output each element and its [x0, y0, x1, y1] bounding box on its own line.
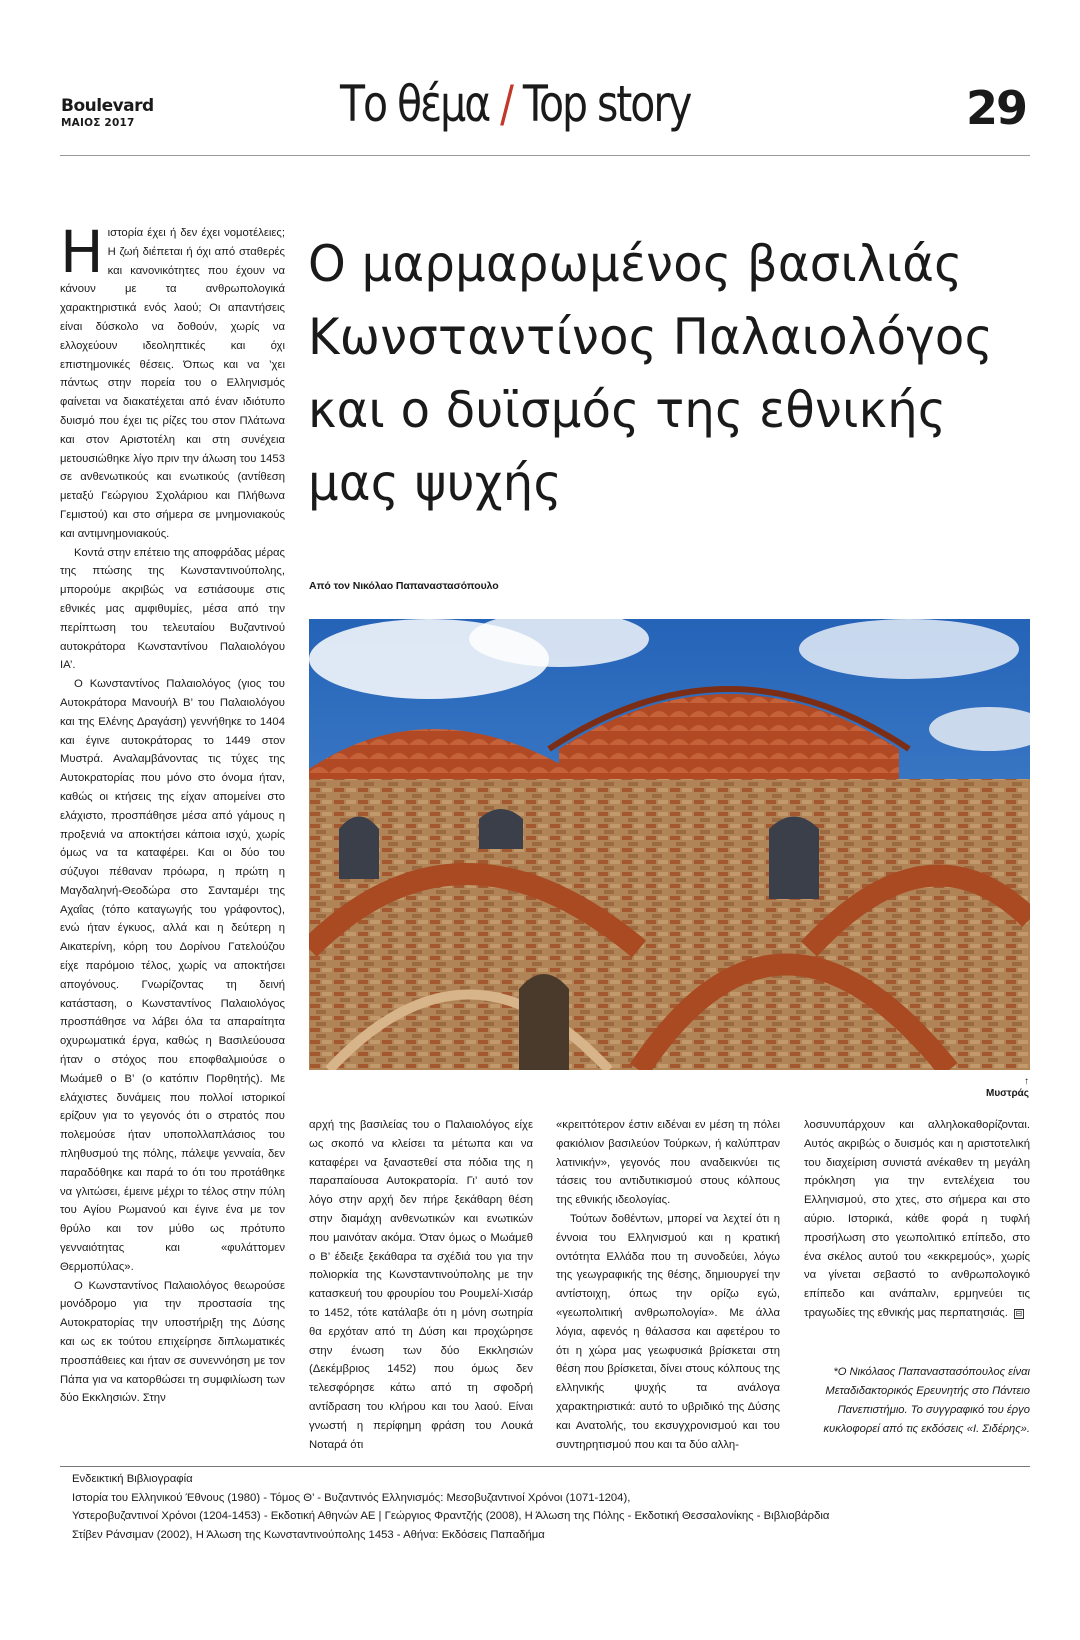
paragraph: αρχή της βασιλείας του ο Παλαιολόγος είχε ως σκοπό να κλείσει τα μέτωπα και να καταφέρει να ξαναστεθεί στα πόδια της η παραπαίουσα Αυτοκρατορία. Γι’ αυτό τον λόγο στην αρχή δεν πήρε ξεκάθαρη θέση στην διαμάχη ανθενωτικών και ενωτικών που μαινόταν ακόμα. Όταν όμως ο Μωάμεθ ο Β’ έδειξε ξεκάθαρα τα σχέδιά του για την πολιορκία της Κωνσταντινούπολης με την κατασκευή του φρουρίου του Ρουμελί-Χισάρ το 1452, τότε κατάλαβε ότι η μόνη σωτηρία θα ερχόταν από τη Δύση και προχώρησε στην ένωση των δύο Εκκλησιών (Δεκέμβριος 1452) που όμως δεν τελεσφόρησε κάτω από τη σφοδρή αντίδραση του κλήρου και του λαού. Είναι γνωστή η περίφημη φράση του Λουκά Νοταρά ότι	[309, 1119, 533, 1451]
bibliography	[72, 1470, 1022, 1544]
section-separator: /	[500, 75, 512, 133]
church-photo	[309, 619, 1030, 1070]
magazine-brand: Boulevard	[61, 96, 154, 116]
article-column-3	[556, 1116, 780, 1454]
arrow-up-icon: ↑	[1024, 1076, 1029, 1087]
caption-text: Μυστράς	[986, 1088, 1029, 1099]
headline-line: μας ψυχής	[308, 454, 562, 512]
drop-cap: Η	[60, 218, 104, 286]
article-column-4	[804, 1116, 1030, 1323]
headline-line: και ο δυϊσμός της εθνικής	[308, 381, 947, 439]
bibliography-title: Ενδεικτική Βιβλιογραφία	[72, 1473, 193, 1485]
page-number: 29	[965, 81, 1026, 135]
paragraph: Κοντά στην επέτειο της αποφράδας μέρας της πτώσης της Κωνσταντινούπολης, μπορούμε ακριβώς να εστιάσουμε στις εθνικές μας αμφιθυμίες, μέσα από την περίπτωση του τελευταίου Βυζαντινού αυτοκράτορα Κωνσταντίνου Παλαιολόγου ΙΑ’.	[60, 546, 285, 672]
section-title-english: Top story	[522, 75, 691, 133]
article-headline	[308, 228, 999, 520]
paragraph: λοσυνυπάρχουν και αλληλοκαθορίζονται. Αυτός ακριβώς ο δυισμός και η αριστοτελική του διαχείριση συνιστά ανέκαθεν τη μεγάλη πρόκληση για την εντελέχεια του Ελληνισμού, στο χτες, στο σήμερα και στο αύριο. Ιστορικά, κάθε φορά η τυφλή προσήλωση στο γεωπολιτικό επίπεδο, στο ένα σκέλος αυτού του «εκκρεμούς», χωρίς να γίνεται σεβαστό το ανθρωπολογικό επίπεδο και ανάπαλιν, ερμηνεύει τις τραγωδίες της εθνικής μας περπατησιάς. ⊟	[804, 1119, 1030, 1319]
paragraph: Ηιστορία έχει ή δεν έχει νομοτέλειες; Η ζωή διέπεται ή όχι από σταθερές και κανονικότητες που έχουν να κάνουν με τα ανθρωπολογικά χαρακτηριστικά ενός λαού; Οι απαντήσεις είναι δύσκολο να δοθούν, χωρίς να ελλοχεύουν ιδεοληπτικές και όχι επιστημονικές θέσεις. Όπως και να ’χει πάντως στην πορεία του ο Ελληνισμός φαίνεται να διακατέχεται από έναν ιδιότυπο δυισμό που έχει τις ρίζες του στον Πλάτωνα και στον Αριστοτέλη και στη συνέχεια μετουσιώθηκε λίγο πριν την άλωση του 1453 σε ανθενωτικούς και ενωτικούς (αντίθεση μεταξύ Γεώργιου Σχολάριου και Πλήθωνα Γεμιστού) και στο σήμερα σε μνημονιακούς και αντιμνημονιακούς.	[60, 218, 285, 540]
section-title-greek: Το θέμα	[340, 75, 490, 133]
byline: Από τον Νικόλαο Παπαναστασόπουλο	[309, 580, 499, 592]
header-divider	[60, 155, 1030, 156]
bibliography-entry: Υστεροβυζαντινοί Χρόνοι (1204-1453) - Εκδοτική Αθηνών ΑΕ | Γεώργιος Φραντζής (2008), Η Άλωση της Πόλης - Εκδοτική Θεσσαλονίκης - Βιβλιοβάρδια	[72, 1510, 830, 1522]
author-note: *Ο Νικόλαος Παπαναστασόπουλος είναι Μεταδιδακτορικός Ερευνητής στο Πάντειο Πανεπιστήμιο. Το συγγραφικό του έργο κυκλοφορεί από τις εκδόσεις «Ι. Σιδέρης».	[823, 1366, 1030, 1435]
issue-date: ΜΑΙΟΣ 2017	[61, 117, 135, 129]
headline-line: Κωνσταντίνος Παλαιολόγος	[308, 308, 994, 366]
bibliography-divider	[60, 1466, 1030, 1467]
headline-line: Ο μαρμαρωμένος βασιλιάς	[308, 235, 963, 293]
bibliography-entry: Στίβεν Ράνσιμαν (2002), Η Άλωση της Κωνσταντινούπολης 1453 - Αθήνα: Εκδόσεις Παπαδήμα	[72, 1528, 545, 1541]
paragraph: Ο Κωνσταντίνος Παλαιολόγος (γιος του Αυτοκράτορα Μανουήλ Β’ του Παλαιολόγου και της Ελένης Δραγάση) γεννήθηκε το 1404 και έγινε αυτοκράτορας το 1449 στον Μυστρά. Αναλαμβάνοντας τις τύχες της Αυτοκρατορίας που μόνο στο όνομα ήταν, καθώς οι κτήσεις της είχαν απομείνει στο ελάχιστο, προσπάθησε μέσα από γάμους η προξενιά να αποκτήσει κάποια ισχύ, χωρίς όμως να τα καταφέρει. Και οι δύο του σύζυγοι πέθαναν πρόωρα, η πρώτη η Μαγδαληνή-Θεοδώρα στο Σανταμέρι της Αχαΐας (τόπο καταγωγής του γράφοντος), ενώ ήταν έγκυος, αλλά και η δεύτερη η Αικατερίνη, κόρη του Δορίνου Γατελούζου είχε παρόμοιο τέλος, χωρίς να αποκτήσει απογόνους. Γνωρίζοντας τη δεινή κατάσταση, ο Κωνσταντίνος Παλαιολόγος προσπάθησε να λάβει όλα τα απαραίτητα οχυρωματικά έργα, καθώς η Βασιλεύουσα ήταν ο στόχος που εποφθαλμιούσε ο Μωάμεθ ο Β’ (ο κατόπιν Πορθητής). Με ελάχιστες δυνάμεις που πολλοί ιστορικοί ερίζουν για το γεγονός ότι ο στρατός που πολεμούσε ήταν υποπολλαπλάσιος του πληθυσμού της πόλης, πάλεψε γενναία, δεν παραδόθηκε και παρά το ότι του προτάθηκε να γλιτώσει, έμεινε μέχρι το τέλος στην πύλη του Αγίου Ρωμανού και έγινε ένα με τον θρύλο και τον μύθο ως πρότυπο γενναιότητας και «φυλάττομεν Θερμοπύλας».	[60, 678, 285, 1273]
section-title	[340, 74, 690, 134]
article-column-2	[309, 1116, 533, 1454]
bibliography-entry: Ιστορία του Ελληνικού Έθνους (1980) - Τόμος Θ’ - Βυζαντινός Ελληνισμός: Μεσοβυζαντινοί Χρόνοι (1071-1204),	[72, 1491, 631, 1504]
end-mark-icon: ⊟	[1015, 1308, 1023, 1318]
paragraph: Τούτων δοθέντων, μπορεί να λεχτεί ότι η έννοια του Ελληνισμού και η κρατική οντότητα Ελλάδα που τη συνοδεύει, λόγω της γεωγραφικής της θέσης, δημιουργεί την αντίστοιχη, όπως την ορίζω εγώ, «γεωπολιτική ανθρωπολογία». Με άλλα λόγια, αφενός η θάλασσα και αφετέρου το ότι η χώρα μας γεωφυσικά βρίσκεται στη θέση που βρίσκεται, δίνει στους κόλπους της ελληνικής ψυχής τα ανάλογα χαρακτηριστικά: αυτό το υβριδικό της Δύσης και Ανατολής, του εκσυγχρονισμού και του συντηρητισμού που και τα δύο αλλη-	[556, 1212, 780, 1451]
paragraph: Ο Κωνσταντίνος Παλαιολόγος θεωρούσε μονόδρομο για την προστασία της Αυτοκρατορίας την υποστήριξη της Δύσης και ως εκ τούτου επιχείρησε διπλωματικές προσπάθειες και ήταν σε συνεννόηση με τον Πάπα για να κατορθώσει τη συμφιλίωση των δύο Εκκλησιών. Στην	[60, 1279, 285, 1405]
paragraph: «κρειττότερον έστιν ειδέναι εν μέση τη πόλει φακιόλιον βασιλεύον Τούρκων, ή καλύπτραν λατινικήν», γεγονός που αναδεικνύει τις τάσεις του αντιδυτικισμού στους κόλπους της εθνικής ιδεολογίας.	[556, 1119, 780, 1207]
article-column-1	[60, 218, 285, 1408]
photo-caption	[986, 1076, 1029, 1100]
